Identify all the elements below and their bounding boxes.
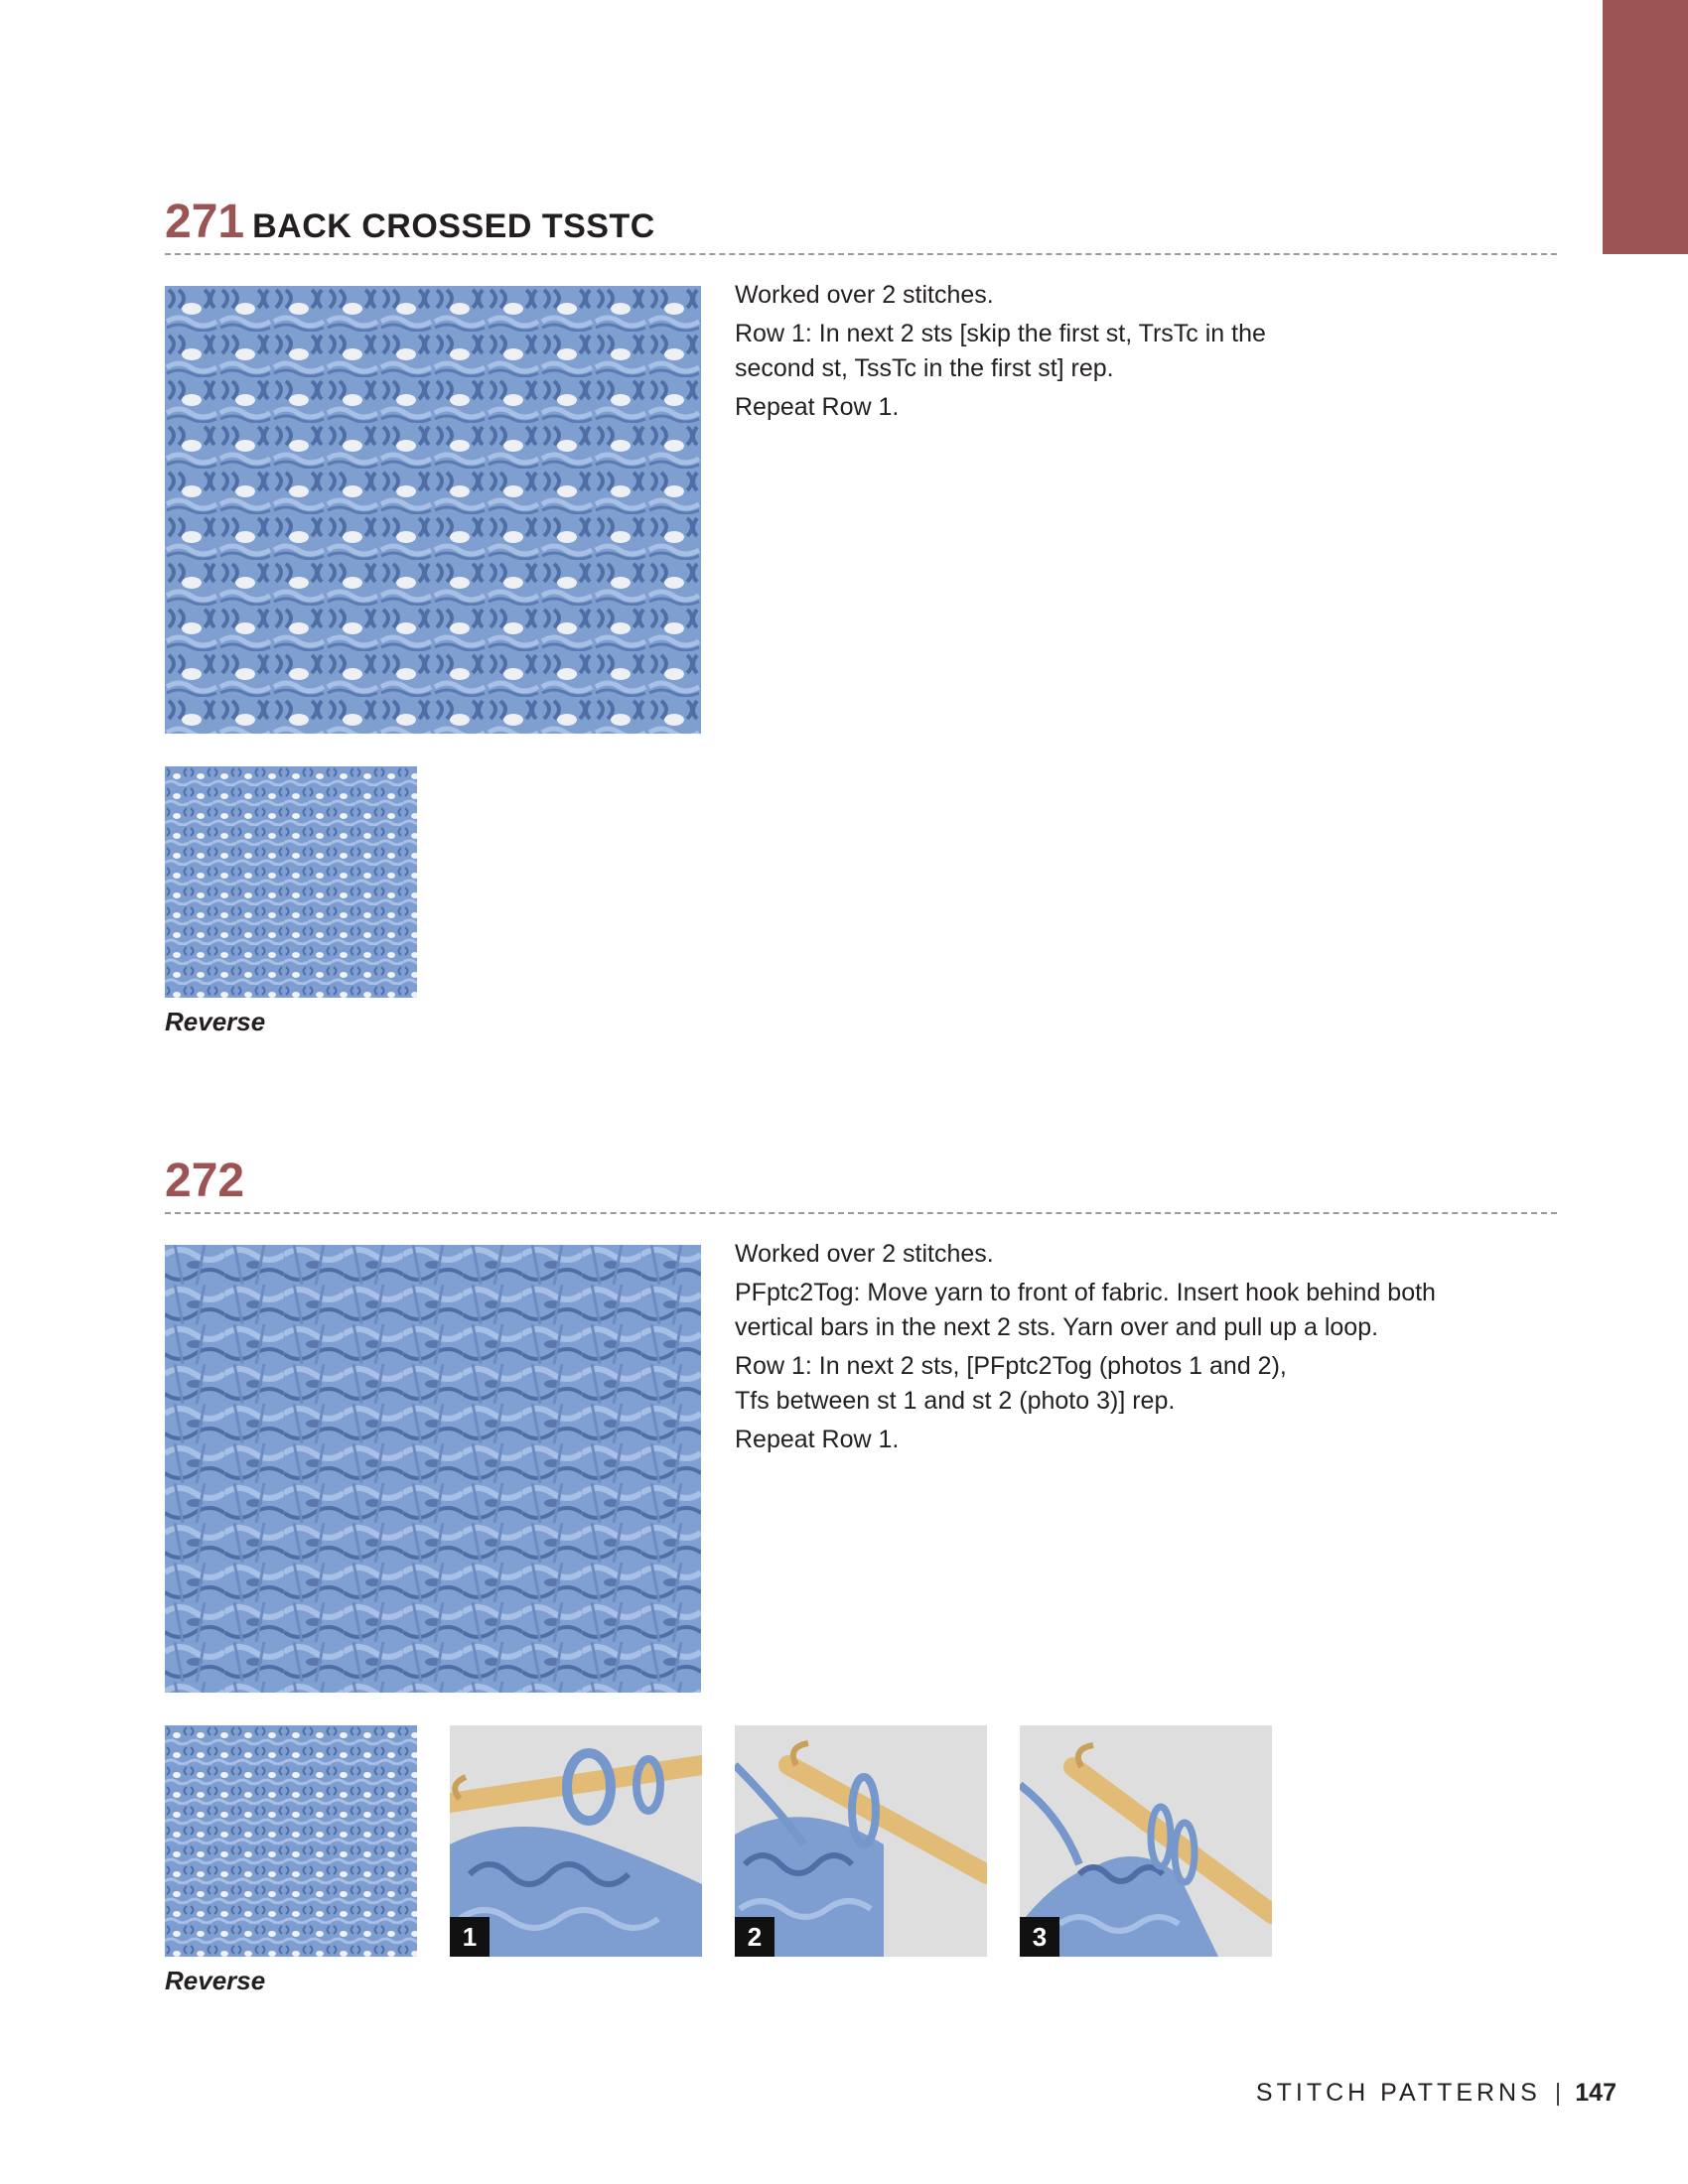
step-number-badge: 2 xyxy=(735,1917,774,1957)
section-271-title xyxy=(165,196,655,248)
swatch-photo-main xyxy=(165,286,701,734)
instruction-line: Row 1: In next 2 sts [skip the first st, TrsTc in the second st, TssTc in the first st] rep. xyxy=(735,320,1266,382)
instruction-line: Repeat Row 1. xyxy=(735,1426,900,1453)
instruction-line: PFptc2Tog: Move yarn to front of fabric. Insert hook behind both vertical bars in the next 2 sts. Yarn over and pull up a loop. xyxy=(735,1279,1436,1341)
section-number: 272 xyxy=(165,1155,245,1207)
page-footer xyxy=(1256,2079,1617,2108)
reverse-caption: Reverse xyxy=(165,1007,266,1036)
step-number-badge: 1 xyxy=(450,1917,490,1957)
page-number: 147 xyxy=(1575,2079,1617,2107)
section-272-title xyxy=(165,1155,252,1207)
swatch-photo-reverse xyxy=(165,1725,417,1957)
instruction-line: Worked over 2 stitches. xyxy=(735,1240,994,1268)
instructions xyxy=(735,278,1529,429)
section-number: 271 xyxy=(165,196,245,248)
instruction-line: Worked over 2 stitches. xyxy=(735,281,994,309)
swatch-photo-main xyxy=(165,1245,701,1693)
step-number-badge: 3 xyxy=(1020,1917,1059,1957)
section-divider xyxy=(165,1212,1557,1214)
instructions xyxy=(735,1237,1529,1461)
chapter-tab xyxy=(1603,0,1688,254)
reverse-caption: Reverse xyxy=(165,1966,266,1995)
footer-separator: | xyxy=(1554,2079,1562,2107)
instruction-line: Row 1: In next 2 sts, [PFptc2Tog (photos 1 and 2), Tfs between st 1 and st 2 (photo 3)] rep. xyxy=(735,1352,1287,1415)
swatch-photo-reverse xyxy=(165,766,417,998)
section-divider xyxy=(165,253,1557,255)
instruction-line: Repeat Row 1. xyxy=(735,393,900,421)
footer-label: STITCH PATTERNS xyxy=(1255,2079,1541,2107)
section-name: BACK CROSSED TSSTC xyxy=(252,207,655,245)
